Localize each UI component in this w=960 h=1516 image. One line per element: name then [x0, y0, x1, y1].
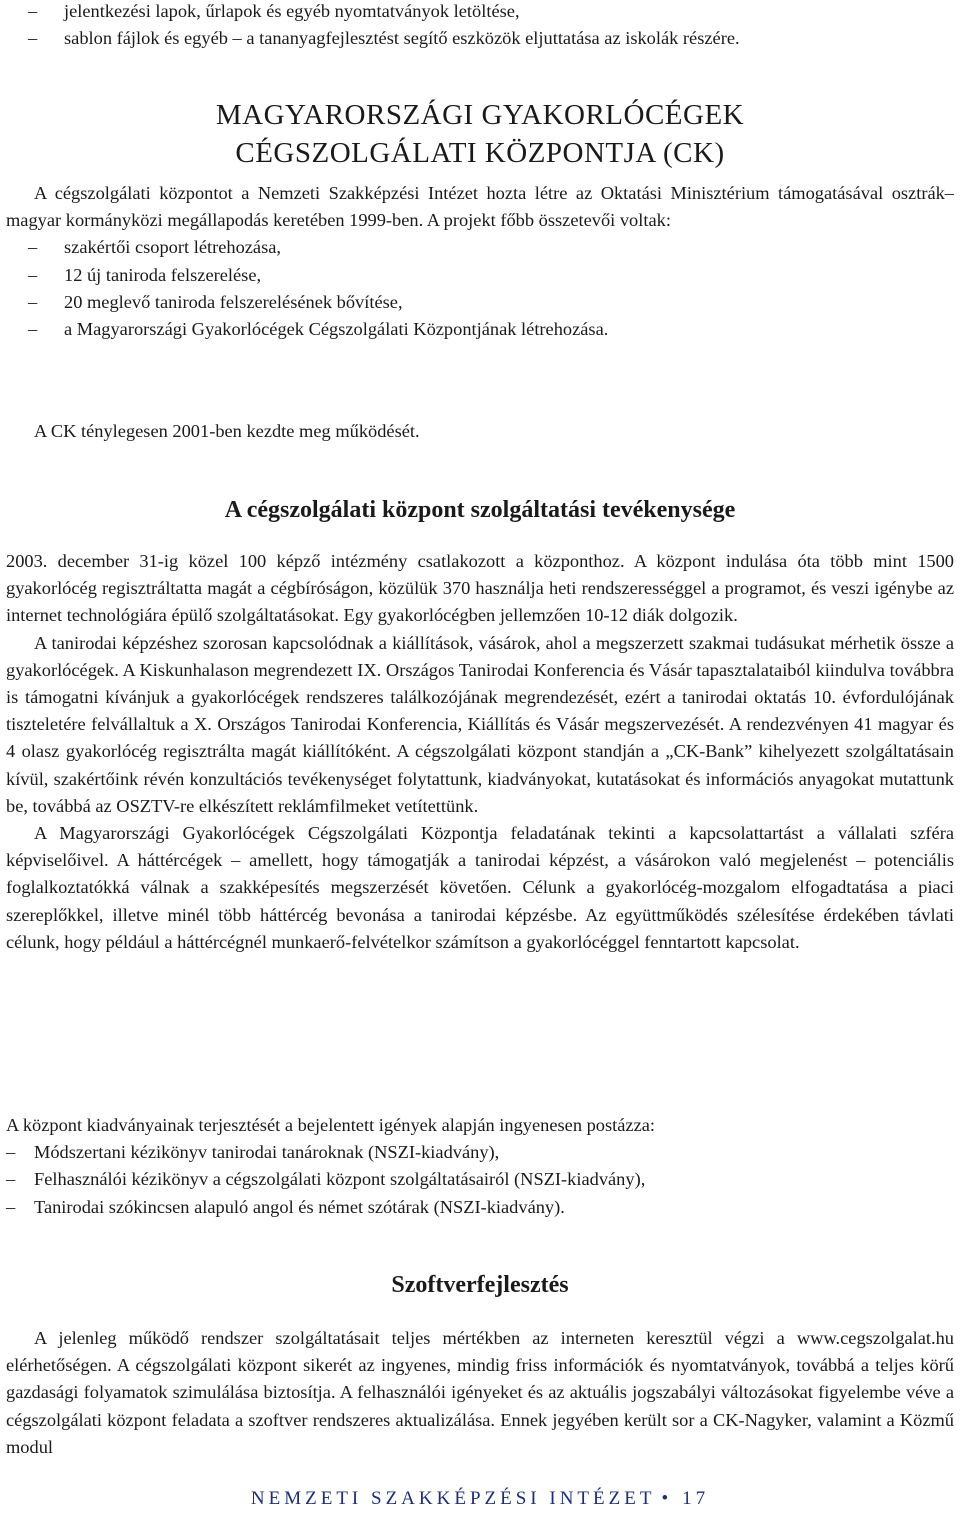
- top-dash-list: [6, 0, 954, 52]
- dash-bullet: –: [6, 1169, 16, 1190]
- list-item: [6, 1139, 954, 1166]
- list-item: [6, 1194, 954, 1221]
- list-item-text: sablon fájlok és egyéb – a tananyagfejlesztést segítő eszközök eljuttatása az iskolák részére.: [64, 28, 740, 49]
- dash-bullet: –: [28, 264, 38, 285]
- section-title-line: MAGYARORSZÁGI GYAKORLÓCÉGEK: [215, 99, 745, 131]
- closing-paragraph: A CK ténylegesen 2001-ben kezdte meg működését.: [34, 421, 420, 441]
- paragraph: 2003. december 31-ig közel 100 képző intézmény csatlakozott a központhoz. A központ indulása óta több mint 1500 gyakorlócég regisztráltatta magát a cégbíróságon, közülük 370 használja heti rendszerességgel a programot, és veszi igénybe az internet technológiára épülő szolgáltatásokat. Egy gyakorlócégben jellemzően 10-12 diák dolgozik.: [6, 551, 954, 626]
- software-paragraph: A jelenleg működő rendszer szolgáltatásait teljes mértékben az interneten keresztül végzi a www.cegszolgalat.hu elérhetőségen. A cégszolgálati központ sikerét az ingyenes, mindig friss információk és nyomtatványok, továbbá a teljes körű gazdasági folyamatok szimulálása biztosítja. A felhasználói igényeket és az aktuális jogszabályi változásokat figyelembe véve a cégszolgálati központ feladata a szoftver rendszeres aktualizálása. Ennek jegyében került sor a CK-Nagyker, valamint a Közmű modul: [6, 1328, 954, 1457]
- list-item-text: a Magyarországi Gyakorlócégek Cégszolgálati Központjának létrehozása.: [64, 319, 609, 340]
- page-number: 17: [682, 1488, 710, 1509]
- list-item: [6, 234, 954, 261]
- list-item-text: 20 meglevő taniroda felszerelésének bővítése,: [64, 291, 403, 312]
- publications-intro: A központ kiadványainak terjesztését a bejelentett igények alapján ingyenesen postázza:: [6, 1115, 656, 1135]
- paragraph: A Magyarországi Gyakorlócégek Cégszolgálati Központja feladatának tekinti a kapcsolattartást a vállalati szféra képviselőivel. A háttércégek – amellett, hogy támogatják a tanirodai képzést, a vásárokon való megjelenést – potenciális foglalkoztatókká válnak a szakképesítés megszerzését követően. Célunk a gyakorlócég-mozgalom elfogadtatása a piaci szereplőkkel, illetve minél több háttércég bevonása a tanirodai képzésbe. Az együttműködés szélesítése érdekében távlati célunk, hogy például a háttércégnél munkaerő-felvételkor számítson a gyakorlócéggel fenntartott kapcsolat.: [6, 823, 954, 952]
- list-item-text: 12 új taniroda felszerelése,: [64, 264, 262, 285]
- list-item: [6, 25, 954, 52]
- section-services-title: A cégszolgálati központ szolgáltatási tevékenysége: [224, 497, 736, 523]
- dash-bullet: –: [28, 319, 38, 340]
- publications-block: [6, 1112, 954, 1221]
- list-item: [6, 0, 954, 25]
- list-item: [6, 289, 954, 316]
- dash-bullet: –: [28, 28, 38, 49]
- paragraph: A tanirodai képzéshez szorosan kapcsolódnak a kiállítások, vásárok, ahol a megszerzett szakmai tudásukat mérhetik össze a gyakorlócégek. A Kiskunhalason megrendezett IX. Országos Tanirodai Konferencia és Vásár tapasztalataiból kiindulva továbbra is támogatni kívánjuk a gyakorlócégek rendszeres találkozójának megrendezését, ezért a tanirodai oktatás 10. évfordulójának tiszteletére felvállaltuk a X. Országos Tanirodai Konferencia, Kiállítás és Vásár megszervezését. A rendezvényen 41 magyar és 4 olasz gyakorlócég regisztrálta magát kiállítóként. A cégszolgálati központ standján a „CK-Bank” kihelyezett szolgáltatásain kívül, szakértőink révén konzultációs tevékenységet folytattunk, kiadványokat, kutatásokat és információs anyagokat mutattunk be, továbbá az OSZTV-re elkészített reklámfilmeket vetítettünk.: [6, 632, 954, 816]
- project-components-list: [6, 234, 954, 343]
- dash-bullet: –: [6, 1142, 16, 1163]
- list-item-text: Módszertani kézikönyv tanirodai tanároknak (NSZI-kiadvány),: [34, 1142, 500, 1163]
- bullet-separator-icon: •: [661, 1488, 673, 1509]
- list-item: [6, 316, 954, 343]
- section-services-body: [6, 548, 954, 956]
- intro-paragraph: A cégszolgálati központot a Nemzeti Szakképzési Intézet hozta létre az Oktatási Minisztérium támogatásával osztrák–magyar kormányközi megállapodás keretében 1999-ben. A projekt főbb összetevői voltak:: [6, 183, 954, 231]
- list-item: [6, 262, 954, 289]
- section-ck-body: [6, 180, 954, 343]
- dash-bullet: –: [28, 1, 38, 21]
- page-footer: [0, 1488, 960, 1510]
- list-item-text: Felhasználói kézikönyv a cégszolgálati központ szolgáltatásairól (NSZI-kiadvány),: [34, 1169, 646, 1190]
- list-item-text: jelentkezési lapok, űrlapok és egyéb nyomtatványok letöltése,: [64, 1, 520, 21]
- list-item-text: Tanirodai szókincsen alapuló angol és német szótárak (NSZI-kiadvány).: [34, 1196, 565, 1217]
- dash-bullet: –: [28, 291, 38, 312]
- list-item-text: szakértői csoport létrehozása,: [64, 237, 282, 258]
- section-ck-title: [6, 96, 954, 172]
- dash-bullet: –: [28, 237, 38, 258]
- list-item: [6, 1166, 954, 1193]
- section-software-title: Szoftverfejlesztés: [391, 1272, 569, 1298]
- section-title-line: CÉGSZOLGÁLATI KÖZPONTJA (CK): [235, 137, 725, 169]
- dash-bullet: –: [6, 1196, 16, 1217]
- footer-org-name: NEMZETI SZAKKÉPZÉSI INTÉZET: [250, 1488, 656, 1509]
